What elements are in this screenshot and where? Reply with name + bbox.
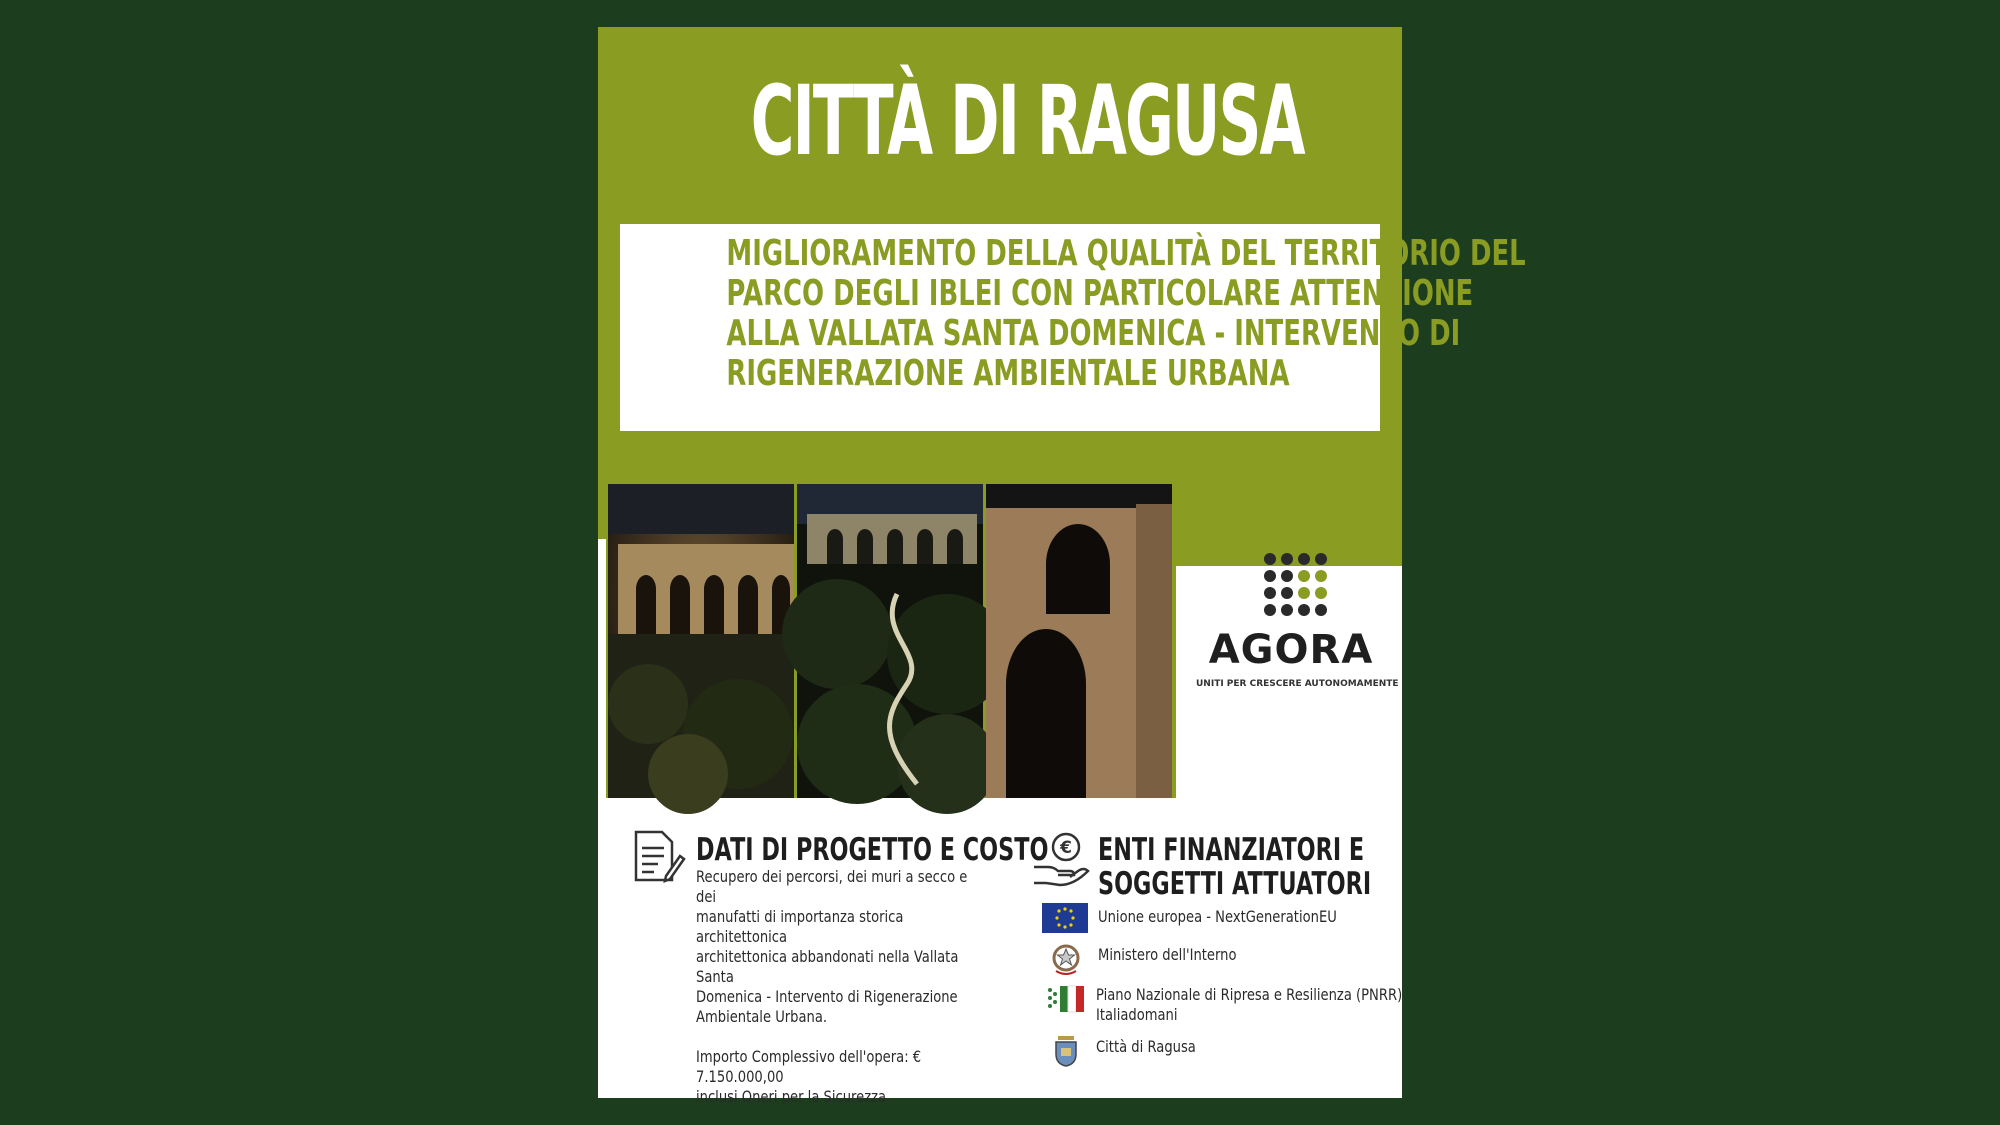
project-subtitle-box <box>620 224 1526 431</box>
cost-line: inclusi Oneri per la Sicurezza <box>696 1087 887 1106</box>
agora-wordmark: AGORA <box>1208 627 1374 673</box>
funders-title-line: ENTI FINANZIATORI E <box>1098 832 1365 868</box>
project-subtitle <box>620 233 1526 394</box>
funder-ministry: Ministero dell'Interno <box>1098 945 1237 964</box>
subtitle-line: PARCO DEGLI IBLEI CON PARTICOLARE ATTENZIONE <box>726 273 1474 314</box>
description-line: Ambientale Urbana. <box>696 1007 828 1026</box>
subtitle-line: MIGLIORAMENTO DELLA QUALITÀ DEL TERRITORIO DEL <box>726 233 1526 274</box>
project-section-title: DATI DI PROGETTO E COSTO <box>696 832 1049 868</box>
agora-dots-icon <box>1262 551 1328 617</box>
photo-aqueduct-night <box>608 484 794 798</box>
document-icon <box>632 828 684 884</box>
svg-text:€: € <box>1060 838 1072 858</box>
description-line: Domenica - Intervento di Rigenerazione <box>696 987 958 1006</box>
funder-pnrr <box>1096 985 1402 1025</box>
funder-pnrr-label: Piano Nazionale di Ripresa e Resilienza (PNRR) <box>1096 985 1403 1004</box>
funders-title-line: SOGGETTI ATTUATORI <box>1098 866 1372 902</box>
photo-valley-path <box>797 484 983 798</box>
italia-domani-icon <box>1046 982 1086 1016</box>
funder-ragusa: Città di Ragusa <box>1096 1037 1196 1056</box>
description-line: architettonica abbandonati nella Vallata Santa <box>696 947 959 986</box>
funder-eu: Unione europea - NextGenerationEU <box>1098 907 1337 926</box>
description-line: Recupero dei percorsi, dei muri a secco e dei <box>696 867 968 906</box>
description-line: manufatti di importanza storica architettonica <box>696 907 904 946</box>
agora-logo <box>1196 551 1399 711</box>
ragusa-crest-icon <box>1052 1032 1080 1068</box>
poster-title: CITTÀ DI RAGUSA <box>750 65 1304 177</box>
photo-bridge-arches <box>986 484 1172 798</box>
project-poster <box>598 27 1526 1106</box>
funder-pnrr-label2: Italiadomani <box>1096 1005 1178 1024</box>
subtitle-line: ALLA VALLATA SANTA DOMENICA - INTERVENTO DI <box>726 313 1461 354</box>
eu-flag-icon <box>1042 903 1088 933</box>
subtitle-line: RIGENERAZIONE AMBIENTALE URBANA <box>726 353 1290 394</box>
agora-tagline: UNITI PER CRESCERE AUTONOMAMENTE <box>1196 679 1399 689</box>
funders-section-title <box>1098 833 1371 901</box>
photo-strip <box>606 480 1176 798</box>
project-description <box>696 867 991 1107</box>
cost-line: Importo Complessivo dell'opera: € 7.150.000,00 <box>696 1047 922 1086</box>
euro-hand-icon <box>1032 831 1090 887</box>
italian-emblem-icon <box>1050 941 1082 977</box>
